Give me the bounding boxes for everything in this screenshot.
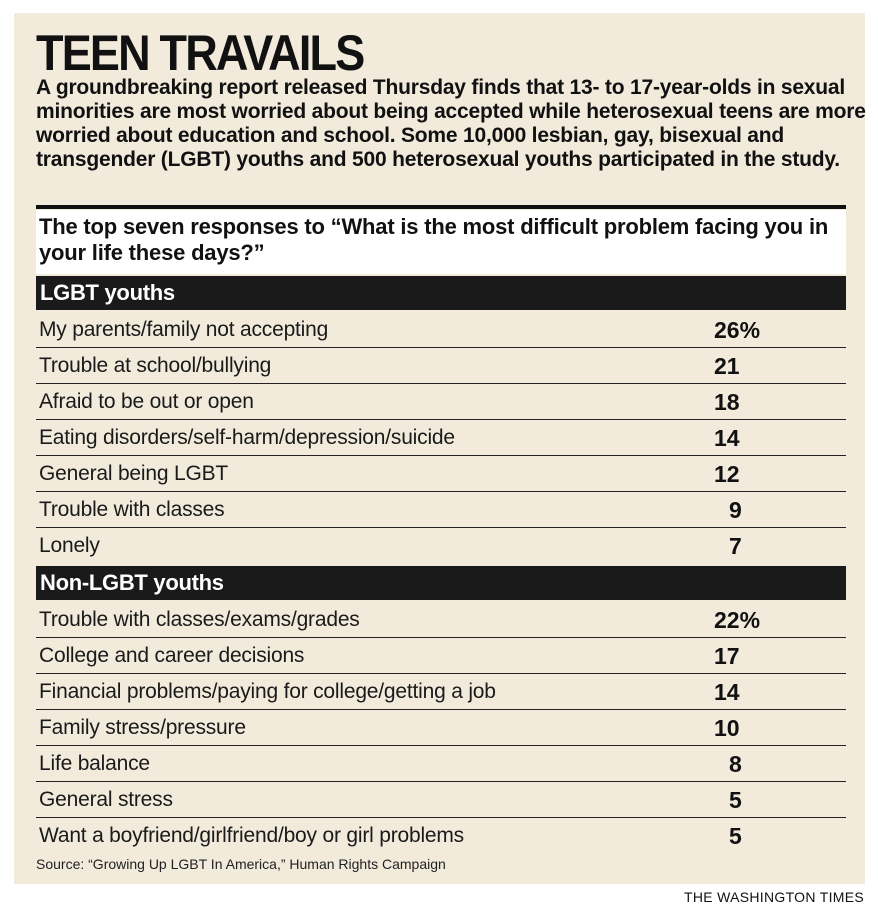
table-row: [36, 492, 846, 528]
intro-text: A groundbreaking report released Thursday finds that 13- to 17-year-olds in sexual minorities are most worried about being accepted while heterosexual teens are more worried about education and school. Some 10,000 lesbian, gay, bisexual and transgender (LGBT) youths and 500 heterosexual youths participated in the study.: [36, 76, 866, 171]
row-label: Trouble at school/bullying: [39, 354, 272, 377]
row-label: Want a boyfriend/girlfriend/boy or girl problems: [39, 824, 464, 847]
row-label: General being LGBT: [39, 462, 229, 485]
row-value: 8: [729, 751, 742, 777]
table-row: [36, 818, 846, 854]
row-value: 9: [729, 497, 742, 523]
question-box: [36, 210, 846, 274]
row-value: 21: [714, 353, 740, 379]
table-row: [36, 456, 846, 492]
row-label: College and career decisions: [39, 644, 305, 667]
row-value: 17: [714, 643, 740, 669]
row-label: Trouble with classes/exams/grades: [39, 608, 360, 631]
row-label: My parents/family not accepting: [39, 318, 329, 341]
row-value: 5: [729, 823, 742, 849]
row-label: Afraid to be out or open: [39, 390, 254, 413]
table-row: [36, 746, 846, 782]
table-row: [36, 420, 846, 456]
row-label: Financial problems/paying for college/getting a job: [39, 680, 496, 703]
row-value: 7: [729, 533, 742, 559]
row-label: Family stress/pressure: [39, 716, 246, 739]
top-rule: [36, 205, 846, 209]
row-value: 26%: [714, 317, 761, 343]
row-label: Life balance: [39, 752, 150, 775]
row-value: 14: [714, 425, 740, 451]
section-header: Non-LGBT youths: [36, 566, 846, 600]
graphic-title: TEEN TRAVAILS: [36, 25, 364, 81]
row-value: 5: [729, 787, 742, 813]
row-value: 14: [714, 679, 740, 705]
row-label: Lonely: [39, 534, 100, 557]
row-value: 12: [714, 461, 740, 487]
table-row: [36, 674, 846, 710]
table-row: [36, 528, 846, 564]
table-row: [36, 710, 846, 746]
row-label: Eating disorders/self-harm/depression/suicide: [39, 426, 455, 449]
table-row: [36, 638, 846, 674]
table-row: [36, 384, 846, 420]
table-row: [36, 312, 846, 348]
table-row: [36, 348, 846, 384]
row-label: Trouble with classes: [39, 498, 225, 521]
question-text: The top seven responses to “What is the most difficult problem facing you in your life these days?”: [39, 214, 829, 265]
section-header: LGBT youths: [36, 276, 846, 310]
row-value: 22%: [714, 607, 761, 633]
table-row: [36, 782, 846, 818]
publisher-credit: THE WASHINGTON TIMES: [684, 889, 864, 905]
row-label: General stress: [39, 788, 173, 811]
source-note: Source: “Growing Up LGBT In America,” Human Rights Campaign: [36, 856, 446, 872]
table-row: [36, 602, 846, 638]
row-value: 18: [714, 389, 740, 415]
row-value: 10: [714, 715, 740, 741]
